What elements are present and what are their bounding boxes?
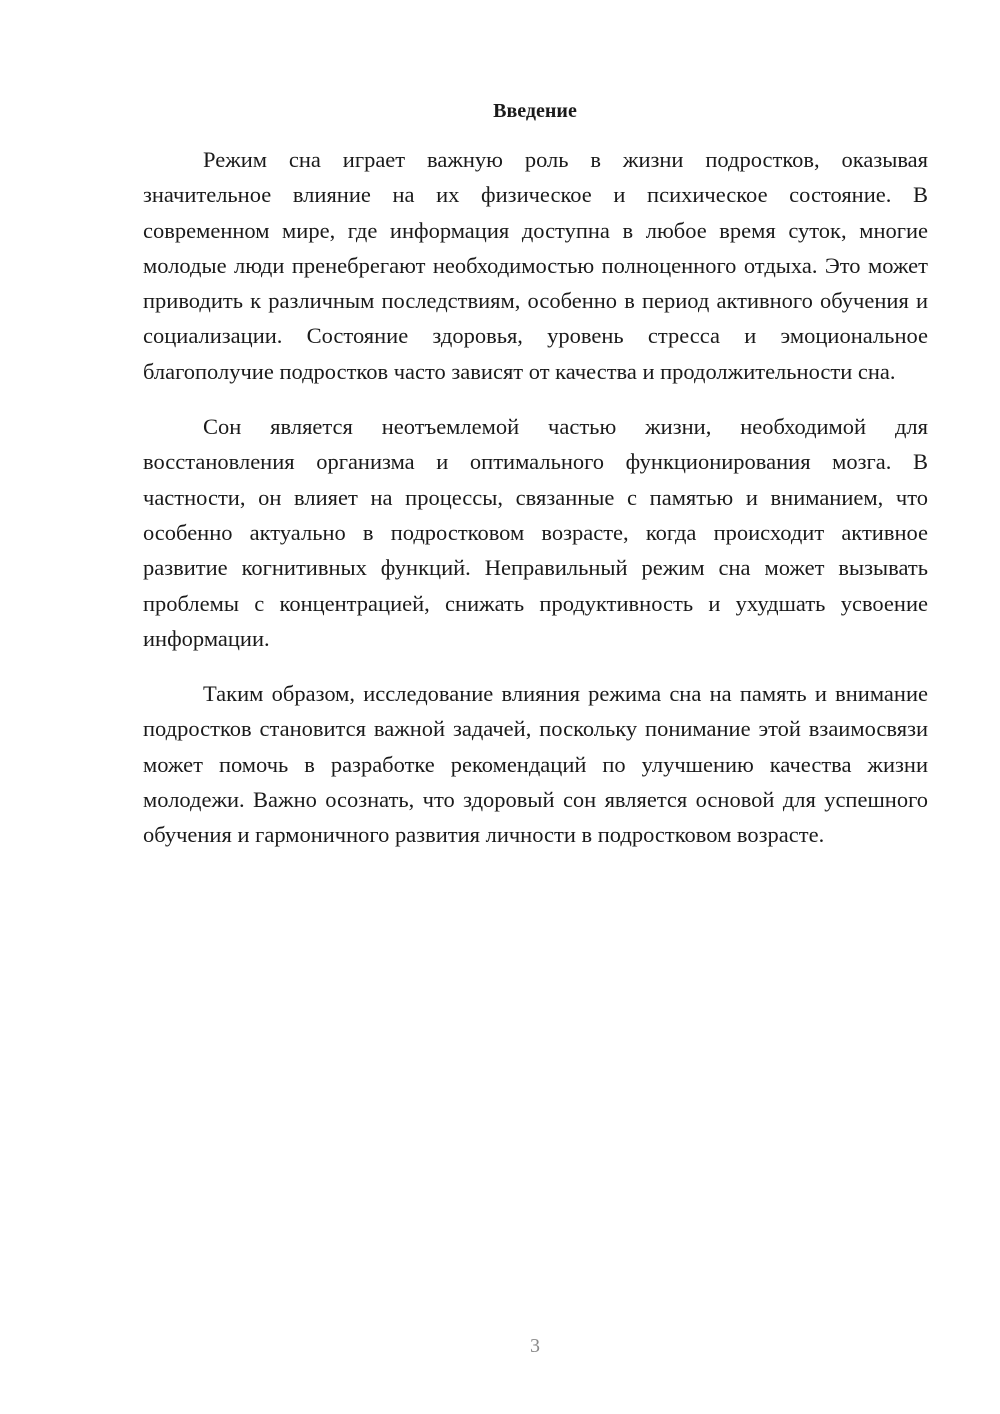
page-number: 3 — [530, 1335, 540, 1357]
section-heading: Введение — [493, 100, 577, 122]
paragraph: Сон является неотъемлемой частью жизни, необходимой для восстановления организма и оптимального функционирования мозга. В частности, он влияет на процессы, связанные с памятью и вниманием, что особенно актуально в подростковом возрасте, когда происходит активное развитие когнитивных функций. Неправильный режим сна может вызывать проблемы с концентрацией, снижать продуктивность и ухудшать усвоение информации. — [143, 414, 928, 651]
paragraph: Режим сна играет важную роль в жизни подростков, оказывая значительное влияние на их физическое и психическое состояние. В современном мире, где информация доступна в любое время суток, многие молодые люди пренебрегают необходимостью полноценного отдыха. Это может приводить к различным последствиям, особенно в период активного обучения и социализации. Состояние здоровья, уровень стресса и эмоциональное благополучие подростков часто зависят от качества и продолжительности сна. — [143, 147, 928, 384]
body-text — [143, 142, 928, 873]
paragraph: Таким образом, исследование влияния режима сна на память и внимание подростков становится важной задачей, поскольку понимание этой взаимосвязи может помочь в разработке рекомендаций по улучшению качества жизни молодежи. Важно осознать, что здоровый сон является основой для успешного обучения и гармоничного развития личности в подростковом возрасте. — [143, 681, 928, 848]
